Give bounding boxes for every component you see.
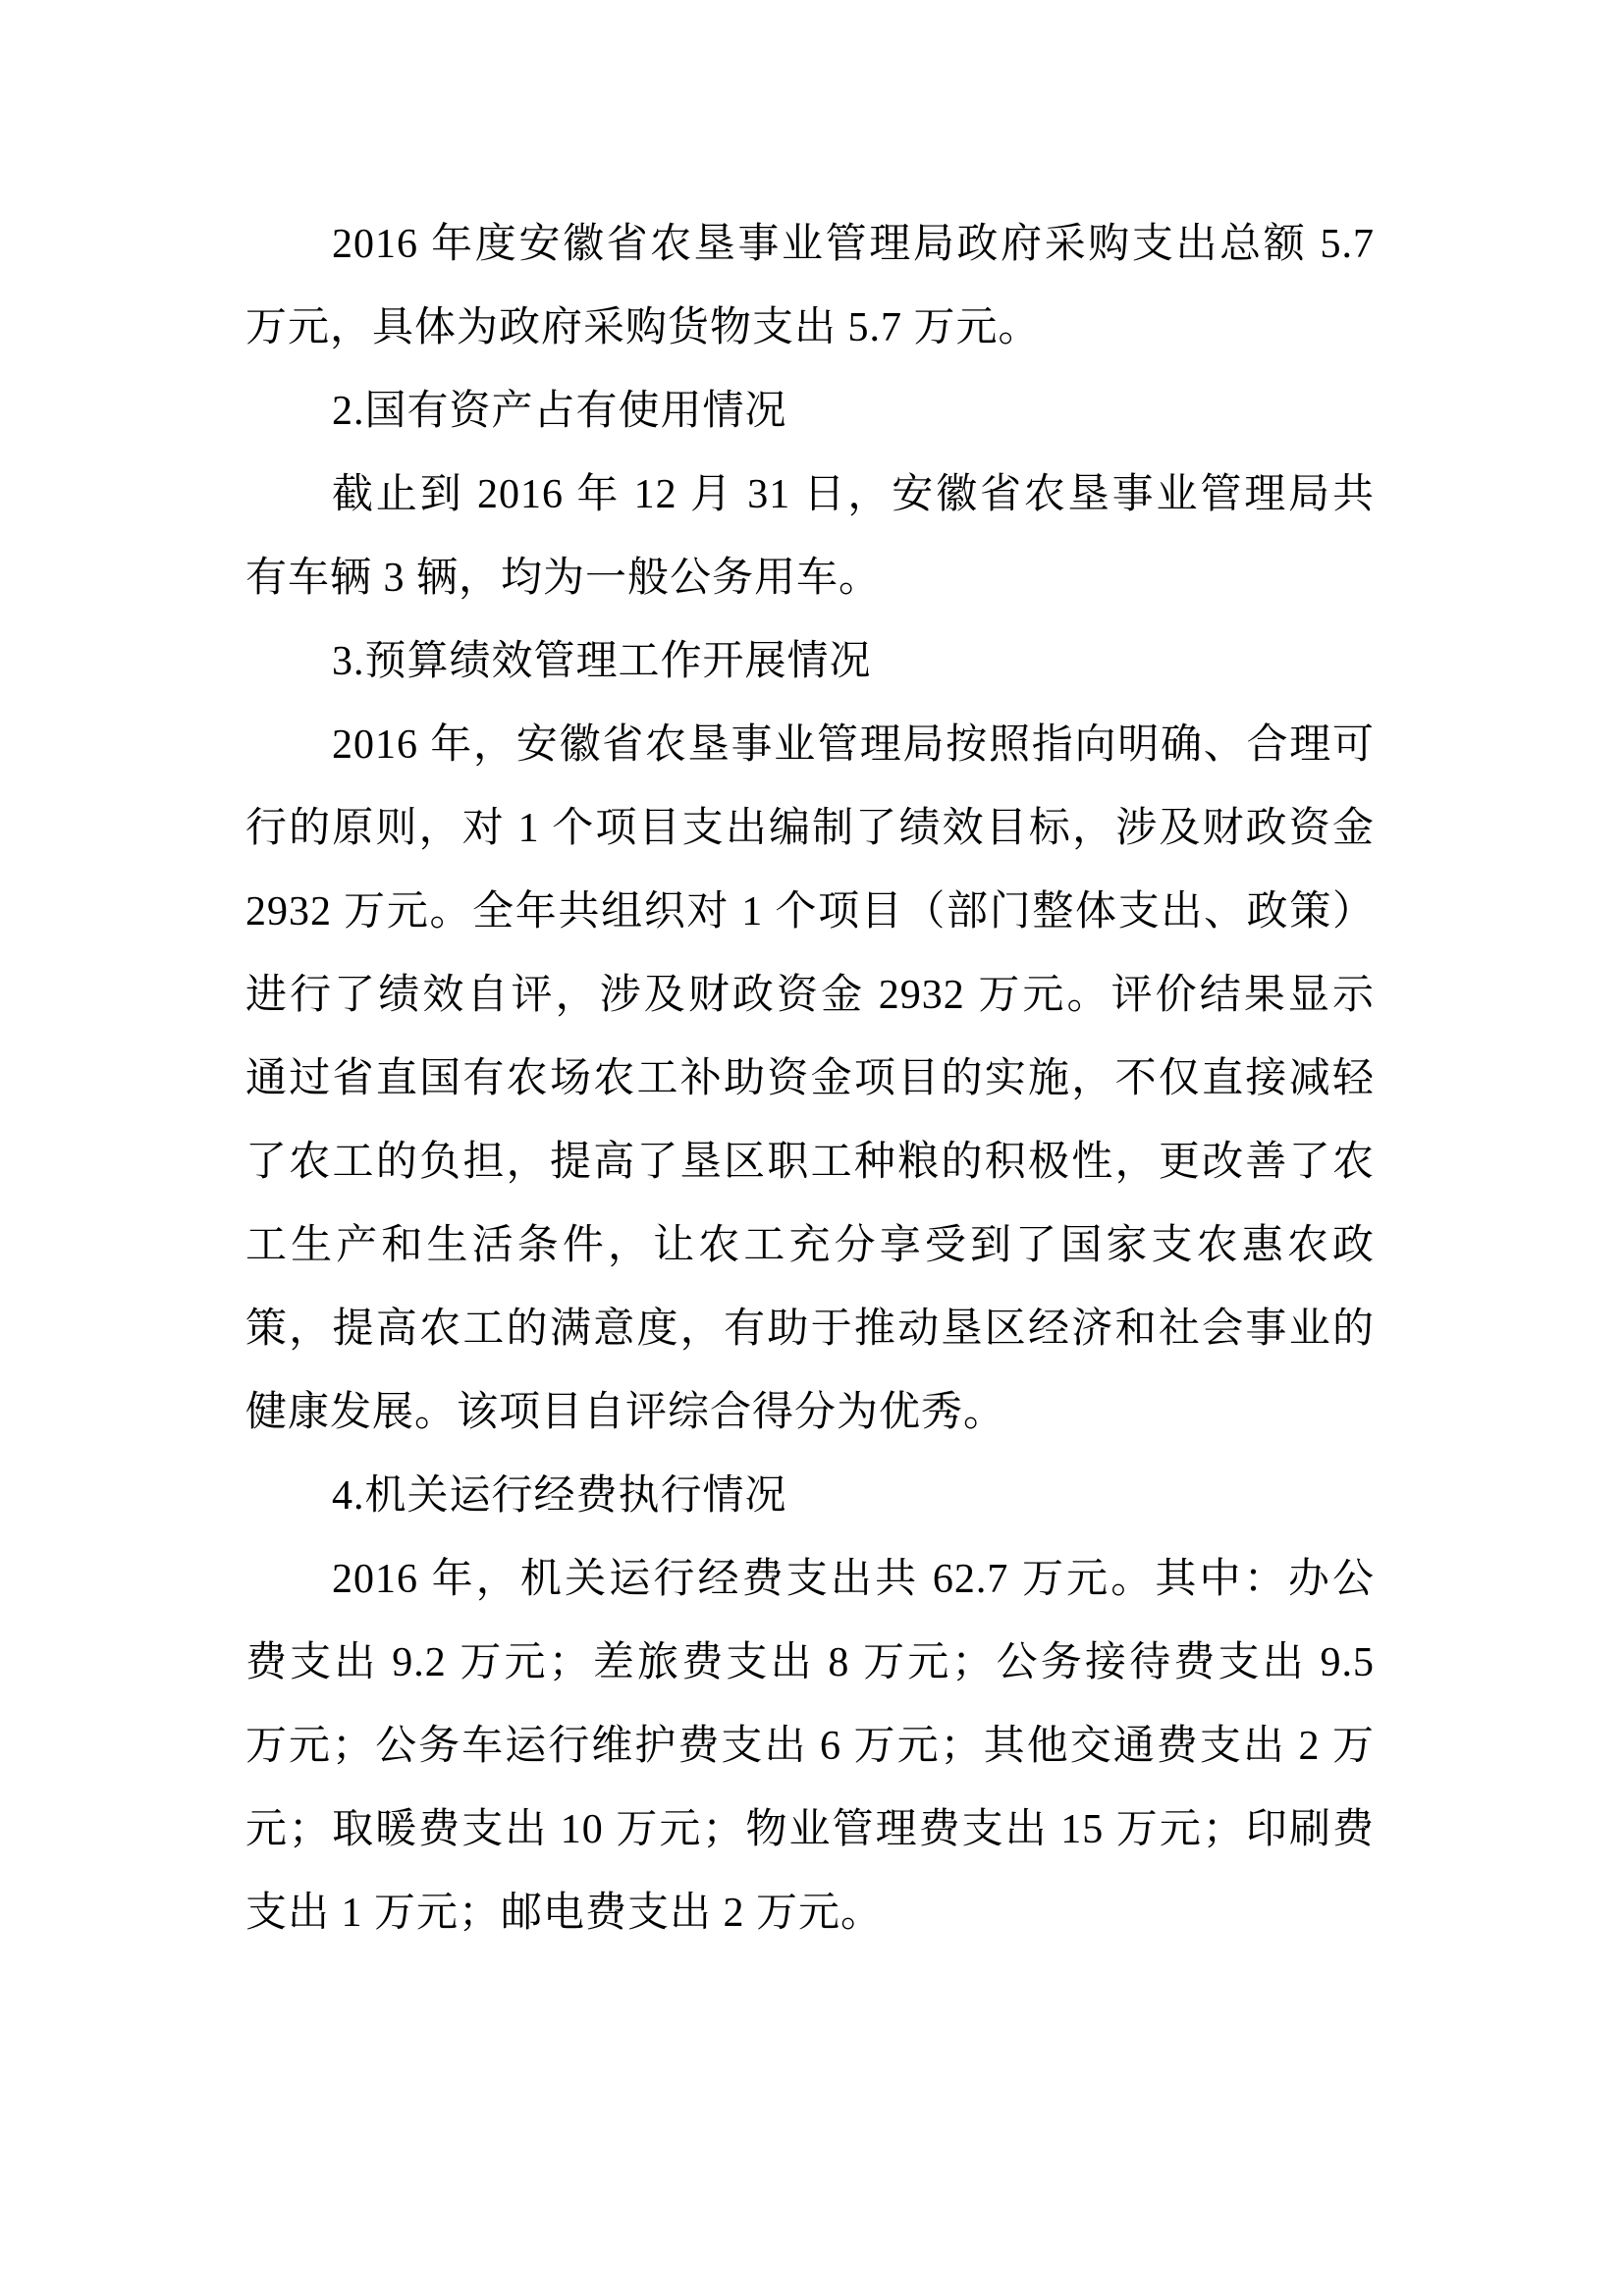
text-line: 元；取暖费支出 10 万元；物业管理费支出 15 万元；印刷费: [245, 1807, 1375, 1852]
text-line: 2016 年度安徽省农垦事业管理局政府采购支出总额 5.7: [332, 222, 1375, 267]
text-line: 策，提高农工的满意度，有助于推动垦区经济和社会事业的: [245, 1307, 1375, 1352]
section-heading: 2.国有资产占有使用情况: [332, 389, 787, 434]
section-heading: 3.预算绩效管理工作开展情况: [332, 639, 872, 684]
text-line: 截止到 2016 年 12 月 31 日，安徽省农垦事业管理局共: [332, 472, 1375, 517]
text-line: 支出 1 万元；邮电费支出 2 万元。: [245, 1891, 884, 1936]
text-line: 工生产和生活条件，让农工充分享受到了国家支农惠农政: [245, 1223, 1375, 1268]
text-line: 行的原则，对 1 个项目支出编制了绩效目标，涉及财政资金: [245, 806, 1375, 851]
text-line: 通过省直国有农场农工补助资金项目的实施，不仅直接减轻: [245, 1056, 1375, 1101]
text-line: 健康发展。该项目自评综合得分为优秀。: [245, 1390, 1006, 1435]
text-line: 有车辆 3 辆，均为一般公务用车。: [245, 556, 882, 601]
text-line: 2016 年，安徽省农垦事业管理局按照指向明确、合理可: [332, 722, 1375, 768]
text-line: 进行了绩效自评，涉及财政资金 2932 万元。评价结果显示: [245, 973, 1375, 1018]
document-text-block: [245, 203, 1375, 1955]
text-line: 2016 年，机关运行经费支出共 62.7 万元。其中：办公: [332, 1557, 1375, 1602]
section-heading: 4.机关运行经费执行情况: [332, 1473, 787, 1519]
text-line: 万元；公务车运行维护费支出 6 万元；其他交通费支出 2 万: [245, 1724, 1375, 1769]
text-line: 费支出 9.2 万元；差旅费支出 8 万元；公务接待费支出 9.5: [245, 1640, 1375, 1685]
text-line: 了农工的负担，提高了垦区职工种粮的积极性，更改善了农: [245, 1140, 1375, 1185]
text-line: 万元，具体为政府采购货物支出 5.7 万元。: [245, 305, 1041, 350]
text-line: 2932 万元。全年共组织对 1 个项目（部门整体支出、政策）: [245, 889, 1375, 934]
